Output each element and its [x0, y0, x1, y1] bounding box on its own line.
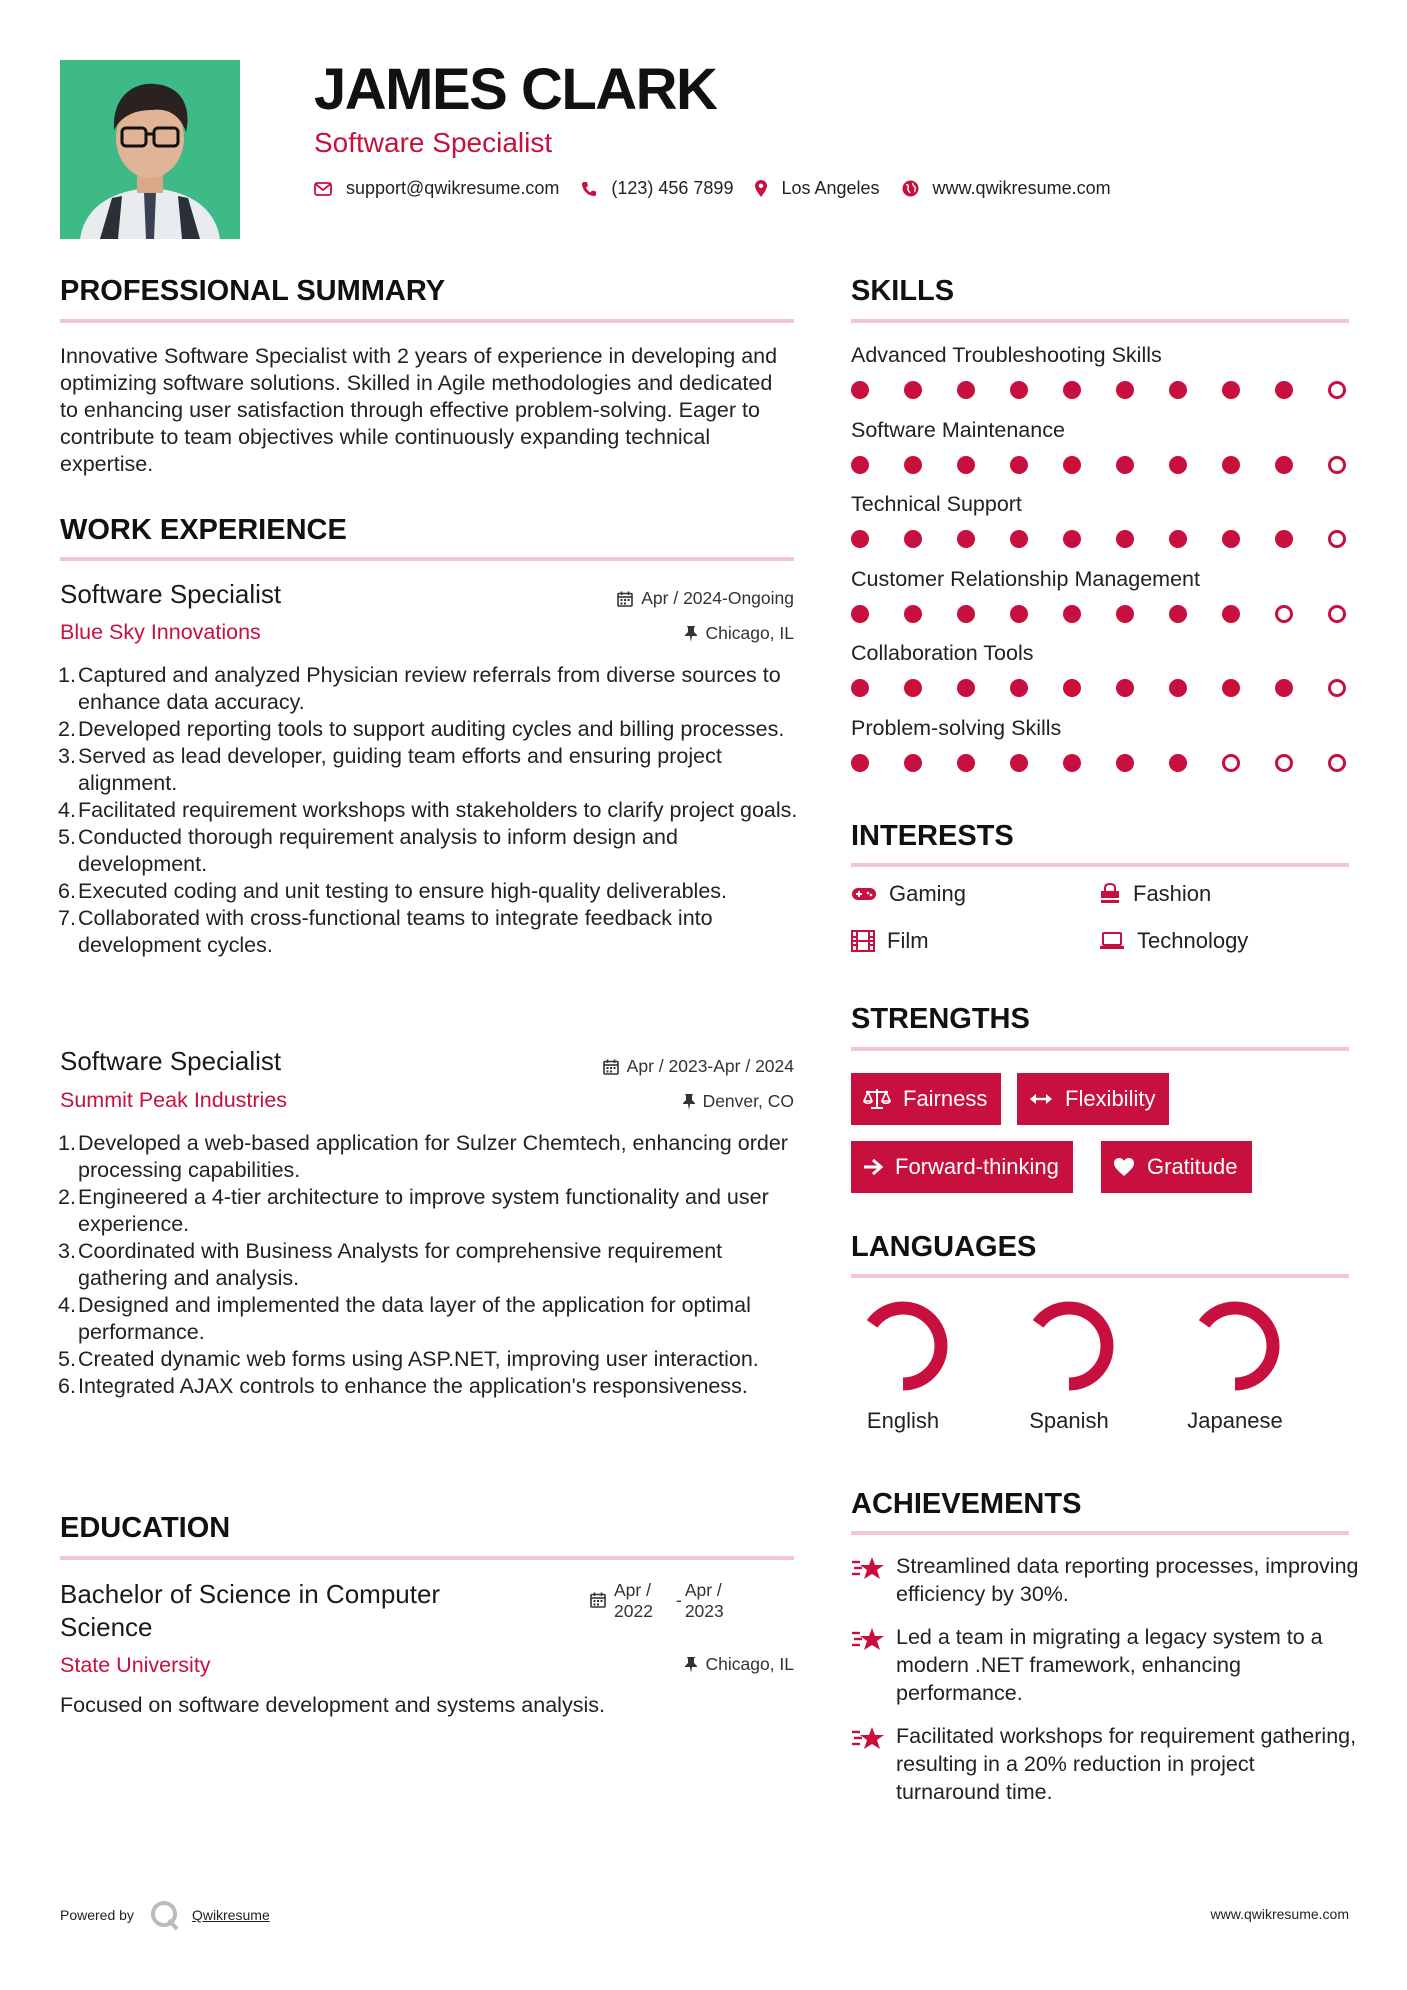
skill-name: Advanced Troubleshooting Skills: [851, 343, 1162, 367]
achievement-item: [851, 1552, 1361, 1608]
contact-location-text: Los Angeles: [781, 178, 880, 198]
list-item: 5 . Conducted thorough requirement analysis to inform design and development.: [60, 824, 800, 878]
list-number: 4 .: [54, 797, 76, 824]
achievement-item: [851, 1623, 1361, 1707]
rating-dot-filled: [1010, 754, 1028, 772]
strength-gratitude: [1101, 1141, 1252, 1193]
summary-text: Innovative Software Specialist with 2 years of experience in developing and optimizing software solutions. Skilled in Agile methodologies and dedicated to enhancing user satisfaction through effective problem-solving. Eager to contribute to team objectives while continuously expanding technical expertise.: [60, 344, 778, 476]
rating-dot-filled: [851, 605, 869, 623]
list-number: 3 .: [54, 743, 76, 770]
list-number: 4 .: [54, 1292, 76, 1319]
rating-dot-filled: [1222, 530, 1240, 548]
rating-dot-empty: [1275, 605, 1293, 623]
rating-dot-filled: [1169, 456, 1187, 474]
list-item: 1 . Captured and analyzed Physician review referrals from diverse sources to enhance data accuracy.: [60, 662, 800, 716]
rating-dot-filled: [1275, 679, 1293, 697]
rating-dot-empty: [1328, 605, 1346, 623]
contact-location: [755, 178, 879, 199]
strength-fairness: [851, 1073, 1001, 1125]
rating-dot-filled: [957, 530, 975, 548]
job-responsibilities: [60, 662, 800, 959]
list-item: 7 . Collaborated with cross-functional teams to integrate feedback into development cycles.: [60, 905, 800, 959]
rating-dot-filled: [1116, 754, 1134, 772]
rating-dot-filled: [1063, 754, 1081, 772]
heart-icon: [1113, 1157, 1135, 1177]
rating-dot-filled: [1063, 456, 1081, 474]
list-item: 2 . Engineered a 4-tier architecture to improve system functionality and user experience.: [60, 1184, 800, 1238]
language-proficiency-gauge: [1021, 1298, 1117, 1394]
list-item: 2 . Developed reporting tools to support auditing cycles and billing processes.: [60, 716, 800, 743]
section-title-languages: LANGUAGES: [851, 1231, 1037, 1263]
pushpin-icon: [685, 1657, 697, 1673]
list-item: 4 . Designed and implemented the data layer of the application for optimal performance.: [60, 1292, 800, 1346]
skill-name: Collaboration Tools: [851, 641, 1034, 666]
job-company: Blue Sky Innovations: [60, 620, 261, 644]
rating-dot-filled: [1063, 530, 1081, 548]
rating-dot-filled: [1275, 530, 1293, 548]
education-location: [500, 1654, 794, 1675]
strength-label: Gratitude: [1147, 1154, 1238, 1179]
rating-dot-empty: [1328, 754, 1346, 772]
rating-dot-filled: [904, 530, 922, 548]
list-item: 5 . Created dynamic web forms using ASP.NET, improving user interaction.: [60, 1346, 800, 1373]
interest-label: Fashion: [1133, 881, 1212, 906]
rating-dot-filled: [1010, 381, 1028, 399]
strength-label: Flexibility: [1065, 1086, 1156, 1111]
qwikresume-link[interactable]: Qwikresume: [191, 1907, 270, 1923]
star-award-icon: [851, 1724, 885, 1752]
calendar-icon: [603, 1059, 619, 1075]
language-item: [1170, 1298, 1300, 1434]
rating-dot-filled: [1222, 456, 1240, 474]
contact-website-text: www.qwikresume.com: [932, 178, 1111, 198]
rating-dot-filled: [1169, 530, 1187, 548]
gauge-arc: [1031, 1308, 1107, 1384]
film-icon: [851, 930, 875, 952]
list-item: 6 . Integrated AJAX controls to enhance the application's responsiveness.: [60, 1373, 800, 1400]
rating-dot-filled: [957, 381, 975, 399]
rating-dot-empty: [1328, 381, 1346, 399]
job-dates-text: Apr / 2024-Ongoing: [641, 588, 794, 608]
rating-dot-filled: [1222, 381, 1240, 399]
language-label: Japanese: [1187, 1408, 1283, 1433]
gamepad-icon: [851, 886, 877, 902]
map-marker-icon: [755, 180, 767, 197]
profile-photo: [60, 60, 240, 239]
phone-icon: [581, 181, 597, 197]
job-dates: [500, 588, 794, 609]
achievement-text: Led a team in migrating a legacy system to a modern .NET framework, enhancing performance.: [896, 1625, 1323, 1705]
globe-icon: [902, 180, 919, 197]
candidate-name: JAMES CLARK: [314, 57, 717, 122]
calendar-icon: [617, 591, 633, 607]
interest-technology: [1099, 928, 1248, 954]
powered-by-text: Powered by: [60, 1907, 134, 1923]
interest-fashion: [1099, 881, 1211, 907]
interest-gaming: [851, 881, 966, 907]
footer-powered-by: [60, 1898, 270, 1932]
interest-film: [851, 928, 929, 954]
achievement-text: Streamlined data reporting processes, improving efficiency by 30%.: [896, 1554, 1359, 1606]
skill-name: Problem-solving Skills: [851, 716, 1062, 740]
gauge-arc: [1197, 1308, 1273, 1384]
section-title-interests: INTERESTS: [851, 820, 1014, 852]
list-number: 6 .: [54, 878, 76, 905]
qwikresume-logo-icon: [148, 1898, 182, 1932]
rating-dot-filled: [851, 754, 869, 772]
envelope-icon: [314, 182, 332, 196]
language-proficiency-gauge: [1187, 1298, 1283, 1394]
balance-scale-icon: [863, 1088, 891, 1110]
list-number: 5 .: [54, 824, 76, 851]
skill-rating: [851, 381, 1351, 401]
job-location: [500, 1091, 794, 1112]
rating-dot-filled: [1169, 381, 1187, 399]
pushpin-icon: [685, 626, 697, 642]
rating-dot-filled: [1010, 605, 1028, 623]
education-description: Focused on software development and systems analysis.: [60, 1693, 605, 1717]
section-divider: [60, 557, 794, 561]
rating-dot-filled: [1010, 530, 1028, 548]
gauge-arc: [865, 1308, 941, 1384]
education-location-text: Chicago, IL: [705, 1654, 794, 1674]
language-item: [1004, 1298, 1134, 1434]
section-divider: [851, 1047, 1349, 1051]
rating-dot-filled: [957, 456, 975, 474]
job-location: [500, 623, 794, 644]
section-title-summary: PROFESSIONAL SUMMARY: [60, 275, 446, 307]
star-award-icon: [851, 1554, 885, 1582]
rating-dot-filled: [851, 381, 869, 399]
job-location-text: Chicago, IL: [705, 623, 794, 643]
rating-dot-filled: [904, 605, 922, 623]
candidate-role: Software Specialist: [314, 127, 553, 158]
skill-name: Technical Support: [851, 492, 1022, 517]
list-number: 1 .: [54, 662, 76, 689]
rating-dot-filled: [1222, 605, 1240, 623]
arrow-right-icon: [863, 1158, 883, 1176]
interest-label: Film: [887, 928, 929, 953]
contact-phone[interactable]: [581, 178, 733, 199]
strength-forward-thinking: [851, 1141, 1073, 1193]
contact-email[interactable]: [314, 178, 559, 199]
section-title-achievements: ACHIEVEMENTS: [851, 1488, 1082, 1520]
job-company: Summit Peak Industries: [60, 1088, 288, 1112]
section-divider: [851, 1531, 1349, 1535]
interest-label: Gaming: [889, 881, 967, 906]
strength-label: Forward-thinking: [895, 1154, 1059, 1179]
contact-phone-text: (123) 456 7899: [611, 178, 734, 198]
resume-header: [314, 56, 1364, 199]
skill-rating: [851, 679, 1351, 699]
job-dates-text: Apr / 2023-Apr / 2024: [626, 1056, 794, 1076]
rating-dot-filled: [1116, 605, 1134, 623]
rating-dot-filled: [1063, 605, 1081, 623]
list-number: 6 .: [54, 1373, 76, 1400]
rating-dot-filled: [1222, 679, 1240, 697]
rating-dot-filled: [904, 754, 922, 772]
rating-dot-filled: [1169, 754, 1187, 772]
rating-dot-filled: [957, 754, 975, 772]
job-dates: [500, 1056, 794, 1077]
list-item: 3 . Served as lead developer, guiding team efforts and ensuring project alignment.: [60, 743, 800, 797]
section-divider: [60, 319, 794, 323]
rating-dot-filled: [904, 679, 922, 697]
section-divider: [851, 1274, 1349, 1278]
job-location-text: Denver, CO: [702, 1091, 794, 1111]
job-title: Software Specialist: [60, 579, 282, 609]
section-divider: [851, 863, 1349, 867]
rating-dot-filled: [851, 456, 869, 474]
skill-rating: [851, 456, 1351, 476]
rating-dot-filled: [904, 381, 922, 399]
list-item: 6 . Executed coding and unit testing to ensure high-quality deliverables.: [60, 878, 800, 905]
section-title-experience: WORK EXPERIENCE: [60, 514, 347, 546]
rating-dot-filled: [851, 530, 869, 548]
star-award-icon: [851, 1625, 885, 1653]
education-dates: [590, 1580, 737, 1622]
language-label: English: [866, 1408, 940, 1433]
skill-rating: [851, 754, 1351, 774]
rating-dot-filled: [1010, 679, 1028, 697]
section-divider: [60, 1556, 794, 1560]
contact-website[interactable]: [902, 178, 1111, 199]
rating-dot-filled: [1116, 530, 1134, 548]
education-end-date: Apr / 2023: [684, 1580, 724, 1621]
section-title-education: EDUCATION: [60, 1512, 231, 1544]
skill-name: Software Maintenance: [851, 417, 1065, 442]
list-number: 1 .: [54, 1130, 76, 1157]
skill-name: Customer Relationship Management: [851, 566, 1200, 591]
list-number: 2 .: [54, 1184, 76, 1211]
achievement-text: Facilitated workshops for requirement gathering, resulting in a 20% reduction in project turnaround time.: [896, 1724, 1357, 1804]
rating-dot-filled: [957, 605, 975, 623]
rating-dot-filled: [1116, 456, 1134, 474]
list-number: 2 .: [54, 716, 76, 743]
rating-dot-empty: [1328, 456, 1346, 474]
contact-email-text: support@qwikresume.com: [346, 178, 560, 198]
list-number: 7 .: [54, 905, 76, 932]
section-title-skills: SKILLS: [851, 275, 955, 307]
strength-label: Fairness: [903, 1086, 988, 1111]
list-number: 5 .: [54, 1346, 76, 1373]
rating-dot-filled: [904, 456, 922, 474]
pushpin-icon: [683, 1094, 695, 1110]
date-separator: -: [676, 1590, 682, 1610]
language-label: Spanish: [1029, 1408, 1109, 1433]
rating-dot-filled: [1010, 456, 1028, 474]
contact-bar: [314, 178, 1364, 199]
language-proficiency-gauge: [855, 1298, 951, 1394]
footer-website[interactable]: www.qwikresume.com: [1210, 1906, 1349, 1922]
education-start-date: Apr / 2022: [614, 1580, 653, 1621]
rating-dot-filled: [1169, 605, 1187, 623]
avatar: [60, 60, 240, 239]
education-school: State University: [60, 1653, 211, 1677]
calendar-icon: [590, 1592, 606, 1608]
rating-dot-filled: [957, 679, 975, 697]
list-item: 1 . Developed a web-based application for Sulzer Chemtech, enhancing order processing capabilities.: [60, 1130, 800, 1184]
job-title: Software Specialist: [60, 1046, 282, 1076]
education-degree: Bachelor of Science in Computer Science: [60, 1579, 441, 1642]
rating-dot-filled: [851, 679, 869, 697]
rating-dot-empty: [1328, 679, 1346, 697]
rating-dot-filled: [1063, 381, 1081, 399]
achievement-item: [851, 1722, 1361, 1806]
rating-dot-empty: [1328, 530, 1346, 548]
arrows-horizontal-icon: [1029, 1092, 1053, 1106]
list-number: 3 .: [54, 1238, 76, 1265]
list-item: 3 . Coordinated with Business Analysts for comprehensive requirement gathering and analysis.: [60, 1238, 800, 1292]
list-item: 4 . Facilitated requirement workshops with stakeholders to clarify project goals.: [60, 797, 800, 824]
rating-dot-filled: [1275, 381, 1293, 399]
section-divider: [851, 319, 1349, 323]
job-responsibilities: [60, 1130, 800, 1400]
rating-dot-filled: [1169, 679, 1187, 697]
strength-flexibility: [1017, 1073, 1169, 1125]
skill-rating: [851, 605, 1351, 625]
rating-dot-empty: [1222, 754, 1240, 772]
rating-dot-filled: [1116, 381, 1134, 399]
rating-dot-filled: [1116, 679, 1134, 697]
language-item: [838, 1298, 968, 1434]
rating-dot-empty: [1275, 754, 1293, 772]
rating-dot-filled: [1275, 456, 1293, 474]
section-title-strengths: STRENGTHS: [851, 1003, 1030, 1035]
interest-label: Technology: [1137, 928, 1249, 953]
rating-dot-filled: [1063, 679, 1081, 697]
laptop-icon: [1099, 932, 1125, 950]
skill-rating: [851, 530, 1351, 550]
shopping-bag-icon: [1099, 883, 1121, 905]
